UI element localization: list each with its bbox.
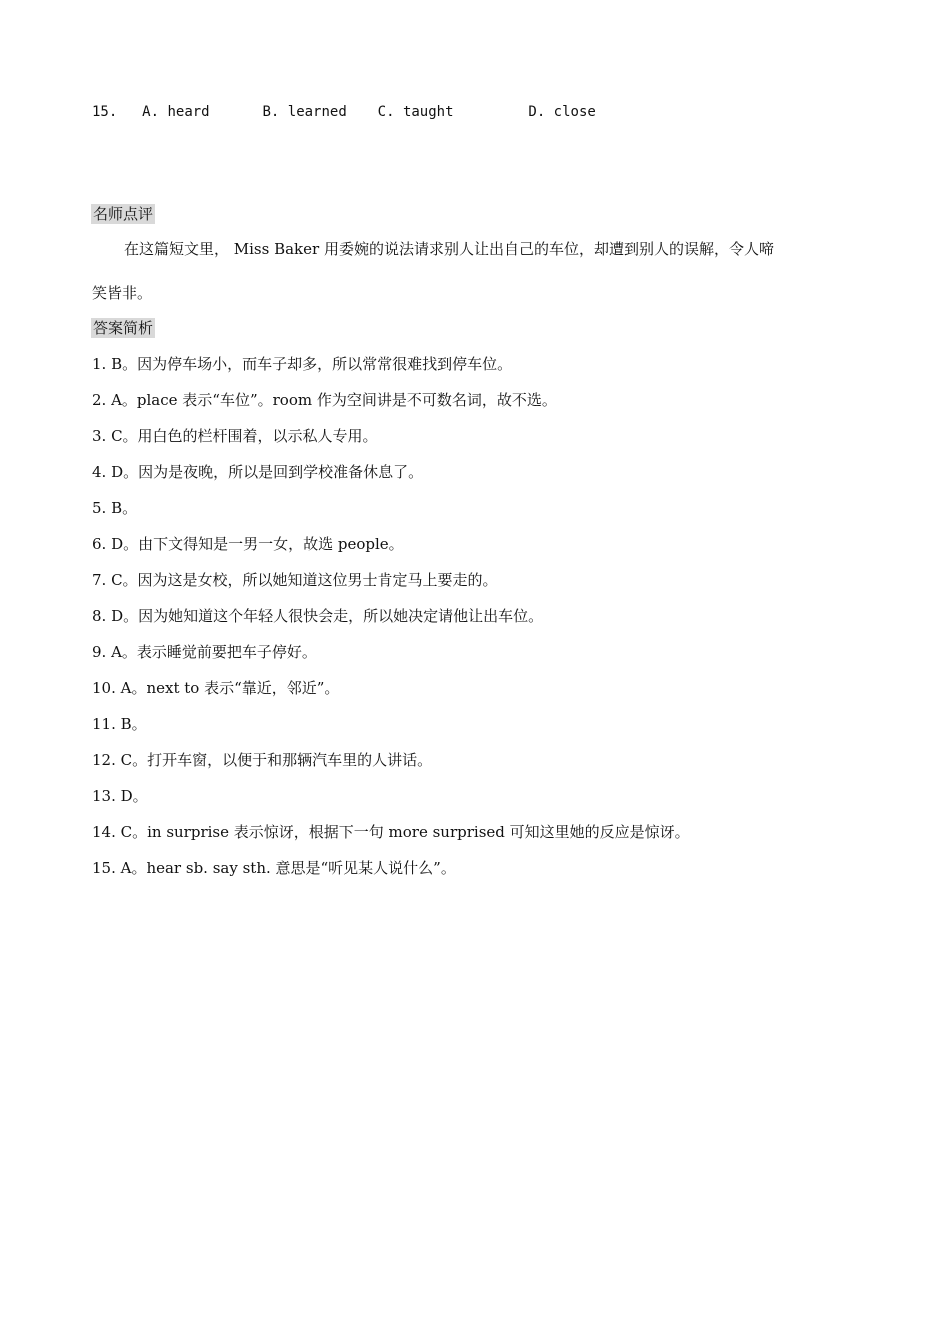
option-b: B. learned xyxy=(262,104,347,120)
answer-item-8: 8. D。因为她知道这个年轻人很快会走，所以她决定请他让出车位。 xyxy=(92,607,544,625)
answer-item-6: 6. D。由下文得知是一男一女，故选 people。 xyxy=(92,535,404,553)
teacher-comment-heading: 名师点评 xyxy=(93,205,154,223)
answer-item-1: 1. B。因为停车场小，而车子却多，所以常常很难找到停车位。 xyxy=(92,355,513,373)
question-15-options xyxy=(92,102,596,122)
teacher-comment-line-1: 在这篇短文里， Miss Baker 用委婉的说法请求别人让出自己的车位，却遭到别人的误解，令人啼 xyxy=(124,240,774,258)
answer-item-15: 15. A。hear sb. say sth. 意思是“听见某人说什么”。 xyxy=(92,859,456,877)
answer-item-2: 2. A。place 表示“车位”。room 作为空间讲是不可数名词，故不选。 xyxy=(92,391,557,409)
answer-item-10: 10. A。next to 表示“靠近，邻近”。 xyxy=(92,679,340,697)
teacher-comment-line-2: 笑皆非。 xyxy=(92,284,153,302)
answer-item-11: 11. B。 xyxy=(92,715,147,733)
option-d: D. close xyxy=(528,104,596,120)
answer-analysis-heading: 答案简析 xyxy=(93,319,154,337)
answer-item-4: 4. D。因为是夜晚，所以是回到学校准备休息了。 xyxy=(92,463,424,481)
option-c: C. taught xyxy=(377,104,454,120)
answer-item-14: 14. C。in surprise 表示惊讶，根据下一句 more surprised 可知这里她的反应是惊讶。 xyxy=(92,823,690,841)
answer-item-7: 7. C。因为这是女校，所以她知道这位男士肯定马上要走的。 xyxy=(92,571,498,589)
answer-item-5: 5. B。 xyxy=(92,499,138,517)
answer-item-12: 12. C。打开车窗，以便于和那辆汽车里的人讲话。 xyxy=(92,751,433,769)
answer-item-3: 3. C。用白色的栏杆围着，以示私人专用。 xyxy=(92,427,378,445)
option-a: A. heard xyxy=(142,104,210,120)
answer-item-13: 13. D。 xyxy=(92,787,148,805)
question-number: 15. xyxy=(92,104,118,120)
answer-item-9: 9. A。表示睡觉前要把车子停好。 xyxy=(92,643,317,661)
